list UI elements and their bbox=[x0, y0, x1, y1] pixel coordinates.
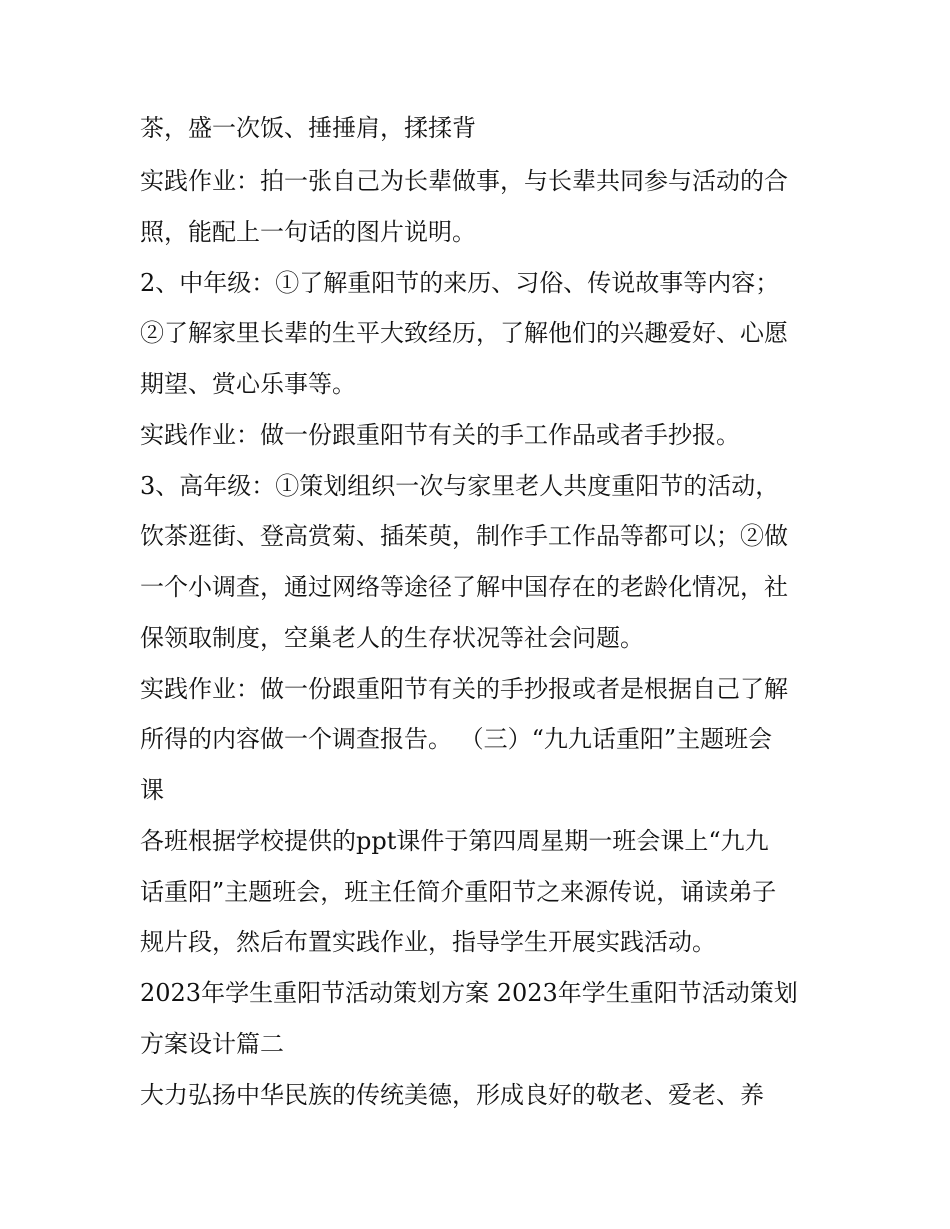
text-line: 实践作业：做一份跟重阳节有关的手工作品或者手抄报。 bbox=[140, 421, 740, 449]
text-line: 饮茶逛街、登高赏菊、插茱萸，制作手工作品等都可以；②做 bbox=[140, 522, 788, 550]
text-line: 课 bbox=[140, 776, 164, 804]
text-line: 一个小调查，通过网络等途径了解中国存在的老龄化情况，社 bbox=[140, 573, 788, 601]
text-line: 2023年学生重阳节活动策划方案 2023年学生重阳节活动策划 bbox=[140, 979, 798, 1007]
text-line: ②了解家里长辈的生平大致经历，了解他们的兴趣爱好、心愿 bbox=[140, 319, 788, 347]
text-line: 所得的内容做一个调查报告。 （三）“九九话重阳”主题班会 bbox=[140, 725, 773, 753]
text-line: 2、中年级：①了解重阳节的来历、习俗、传说故事等内容； bbox=[140, 269, 780, 297]
text-line: 各班根据学校提供的ppt课件于第四周星期一班会课上“九九 bbox=[140, 827, 769, 855]
text-line: 实践作业：做一份跟重阳节有关的手抄报或者是根据自己了解 bbox=[140, 675, 788, 703]
text-line: 规片段，然后布置实践作业，指导学生开展实践活动。 bbox=[140, 928, 716, 956]
text-line: 茶，盛一次饭、捶捶肩，揉揉背 bbox=[140, 114, 476, 142]
text-line: 大力弘扬中华民族的传统美德，形成良好的敬老、爱老、养 bbox=[140, 1081, 764, 1109]
text-line: 照，能配上一句话的图片说明。 bbox=[140, 218, 476, 246]
text-line: 3、高年级：①策划组织一次与家里老人共度重阳节的活动， bbox=[140, 472, 780, 500]
text-line: 方案设计篇二 bbox=[140, 1030, 284, 1058]
text-line: 保领取制度，空巢老人的生存状况等社会问题。 bbox=[140, 624, 644, 652]
text-line: 话重阳”主题班会，班主任简介重阳节之来源传说，诵读弟子 bbox=[140, 878, 777, 906]
text-line: 实践作业：拍一张自己为长辈做事，与长辈共同参与活动的合 bbox=[140, 167, 788, 195]
text-line: 期望、赏心乐事等。 bbox=[140, 370, 356, 398]
